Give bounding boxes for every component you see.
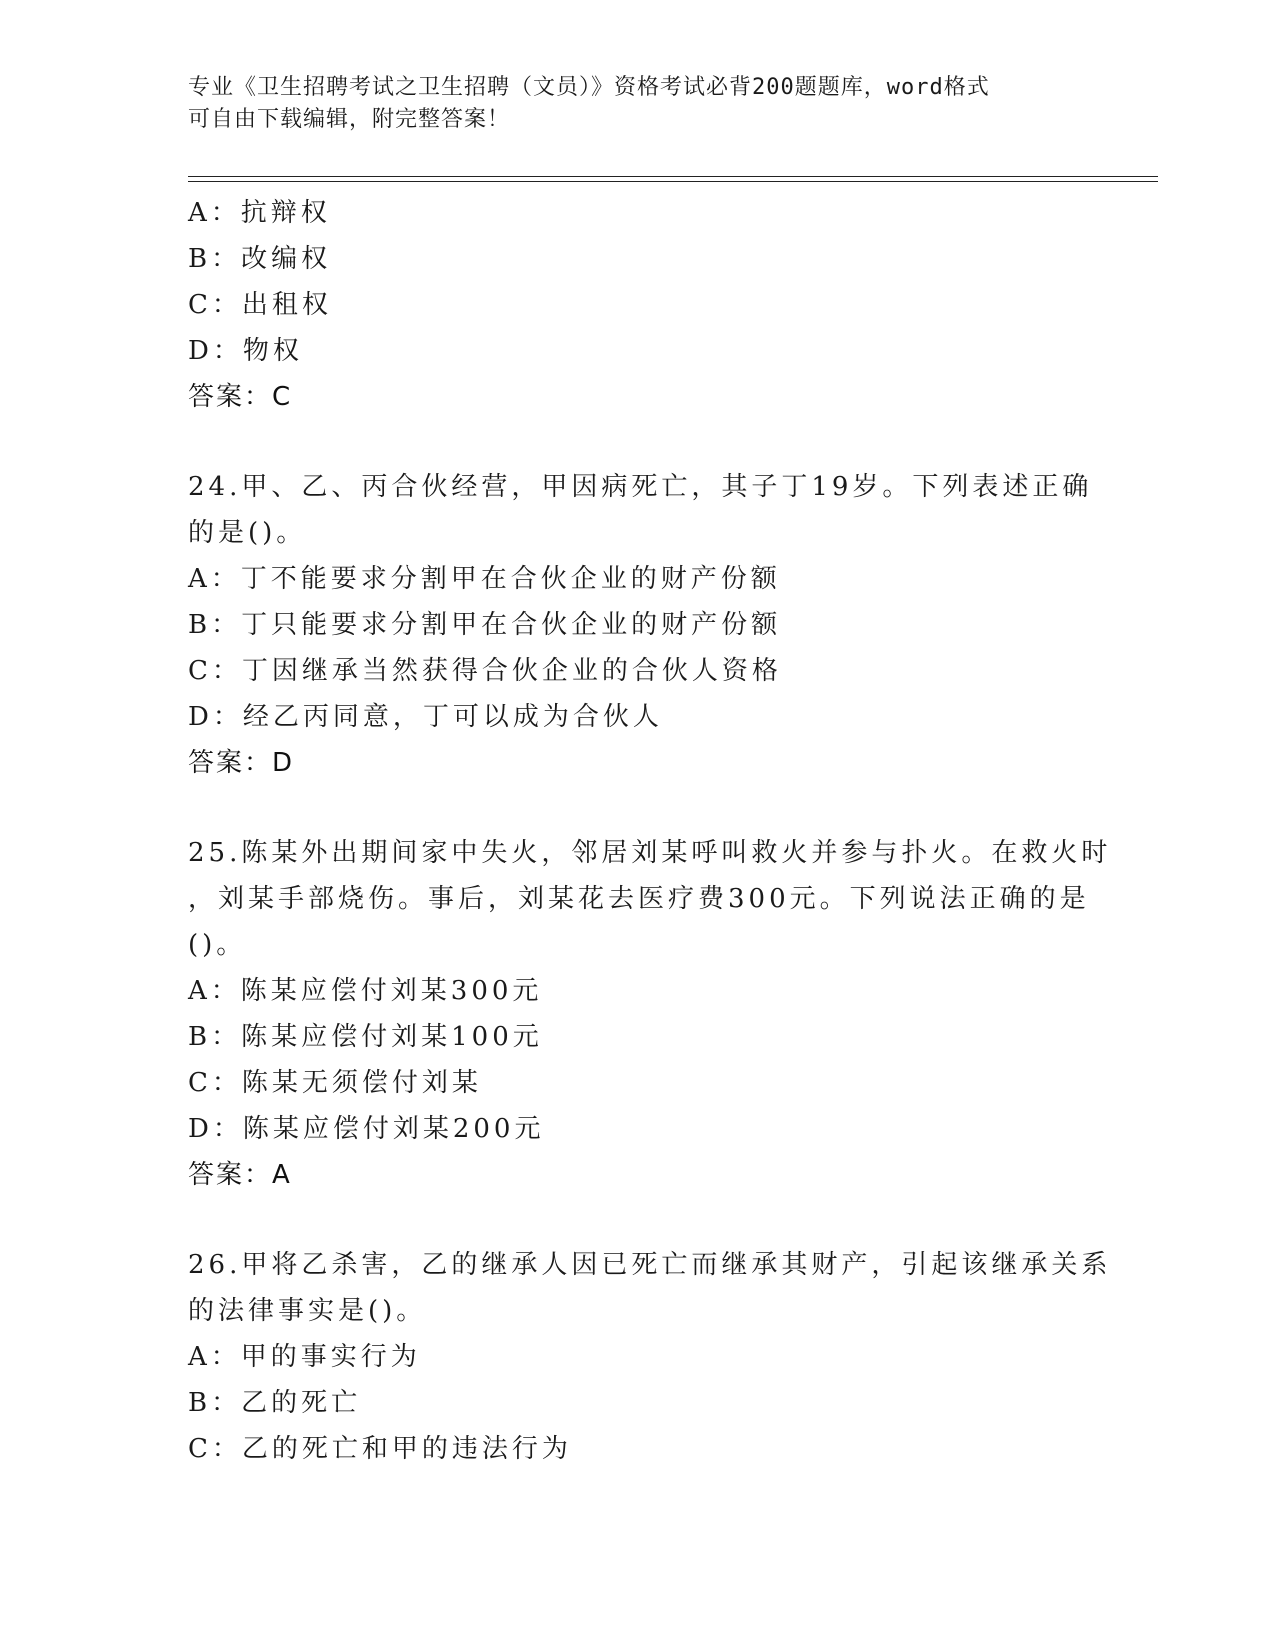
option-d: D：陈某应偿付刘某200元 — [188, 1114, 545, 1144]
answer-line: 答案：A — [188, 1160, 292, 1190]
answer-line: 答案：D — [188, 748, 295, 778]
question-list — [188, 190, 1112, 1472]
option-c: C：乙的死亡和甲的违法行为 — [188, 1434, 572, 1464]
option-b: B：陈某应偿付刘某100元 — [188, 1022, 543, 1052]
header-title-line-2: 可自由下载编辑，附完整答案！ — [188, 107, 511, 132]
question-23 — [188, 190, 1088, 420]
document-header — [188, 72, 1088, 136]
option-b: B：丁只能要求分割甲在合伙企业的财产份额 — [188, 610, 782, 640]
option-a: A：丁不能要求分割甲在合伙企业的财产份额 — [188, 564, 781, 594]
question-25 — [188, 830, 1112, 1198]
option-b: B：改编权 — [188, 244, 332, 274]
question-stem-line: 25.陈某外出期间家中失火，邻居刘某呼叫救火并参与扑火。在救火时 — [188, 838, 1112, 868]
answer-line: 答案：C — [188, 382, 293, 412]
option-d: D：物权 — [188, 336, 303, 366]
option-b: B：乙的死亡 — [188, 1388, 362, 1418]
option-a: A：陈某应偿付刘某300元 — [188, 976, 543, 1006]
question-stem-line: ，刘某手部烧伤。事后，刘某花去医疗费300元。下列说法正确的是 — [188, 884, 1090, 914]
question-stem-line: 24.甲、乙、丙合伙经营，甲因病死亡，其子丁19岁。下列表述正确 — [188, 472, 1093, 502]
question-stem-line: 的是()。 — [188, 518, 307, 548]
option-c: C：出租权 — [188, 290, 332, 320]
option-d: D：经乙丙同意，丁可以成为合伙人 — [188, 702, 663, 732]
question-26 — [188, 1242, 1112, 1472]
question-24 — [188, 464, 1093, 786]
header-title-line-1: 专业《卫生招聘考试之卫生招聘（文员）》资格考试必背200题题库，word格式 — [188, 75, 990, 100]
header-divider-top — [188, 176, 1158, 177]
option-a: A：甲的事实行为 — [188, 1342, 421, 1372]
question-stem-line: 26.甲将乙杀害，乙的继承人因已死亡而继承其财产，引起该继承关系 — [188, 1250, 1112, 1280]
option-a: A：抗辩权 — [188, 198, 331, 228]
option-c: C：丁因继承当然获得合伙企业的合伙人资格 — [188, 656, 782, 686]
option-c: C：陈某无须偿付刘某 — [188, 1068, 482, 1098]
question-stem-line: 的法律事实是()。 — [188, 1296, 427, 1326]
question-stem-line: ()。 — [188, 930, 247, 960]
header-divider-bottom — [188, 181, 1158, 182]
